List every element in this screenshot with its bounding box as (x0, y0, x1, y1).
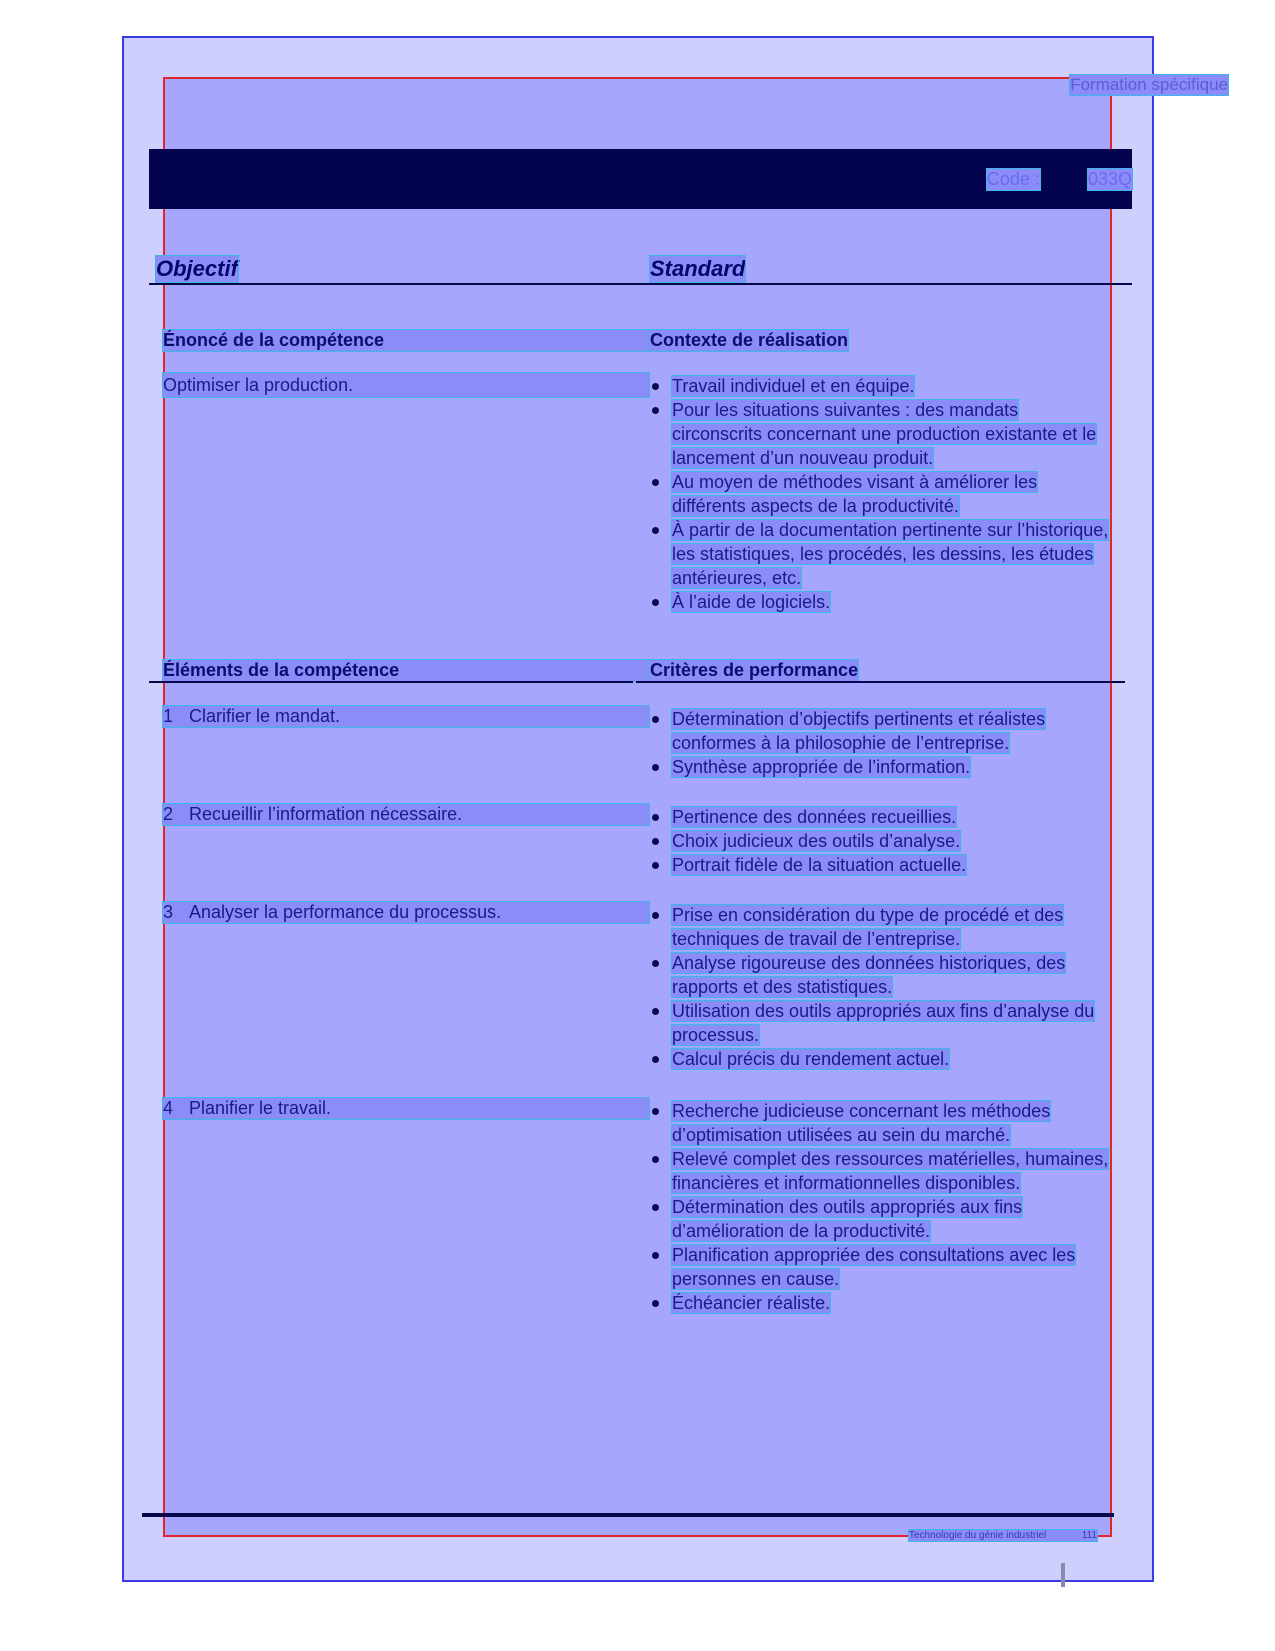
criteria-item: Détermination d’objectifs pertinents et réalistes conformes à la philosophie de l’entreprise. (650, 707, 1110, 755)
column-heading-objectif: Objectif (156, 256, 238, 281)
criteria-item: Prise en considération du type de procédé et des techniques de travail de l’entreprise. (650, 903, 1110, 951)
code-value: 033Q (1087, 169, 1132, 189)
context-item: Pour les situations suivantes : des mandats circonscrits concernant une production existante et le lancement d’un nouveau produit. (650, 398, 1110, 470)
criteria-list (650, 707, 1110, 779)
page-footer (909, 1530, 1097, 1541)
context-list (650, 374, 1110, 614)
formation-label: Formation spécifique (1070, 75, 1228, 94)
column-heading-standard: Standard (650, 256, 746, 281)
criteria-heading: Critères de performance (650, 660, 859, 680)
elements-rule-left (149, 681, 633, 683)
competence-statement: Optimiser la production. (163, 373, 649, 397)
criteria-item: Choix judicieux des outils d’analyse. (650, 829, 1110, 853)
criteria-item: Détermination des outils appropriés aux fins d’amélioration de la productivité. (650, 1195, 1110, 1243)
criteria-list (650, 1099, 1110, 1315)
footer-rule (142, 1513, 1114, 1517)
context-item: Travail individuel et en équipe. (650, 374, 1110, 398)
program-code (987, 169, 1132, 190)
element-item: 3 Analyser la performance du processus. (163, 902, 649, 923)
footer-page-number: 111 (1081, 1530, 1097, 1541)
context-item: Au moyen de méthodes visant à améliorer les différents aspects de la productivité. (650, 470, 1110, 518)
context-heading: Contexte de réalisation (650, 330, 849, 350)
criteria-list (650, 805, 1110, 877)
criteria-item: Utilisation des outils appropriés aux fins d’analyse du processus. (650, 999, 1110, 1047)
element-item: 1 Clarifier le mandat. (163, 706, 649, 727)
criteria-item: Calcul précis du rendement actuel. (650, 1047, 1110, 1071)
heading-rule (149, 283, 1132, 285)
criteria-item: Échéancier réaliste. (650, 1291, 1110, 1315)
context-item: À partir de la documentation pertinente sur l’historique, les statistiques, les procédés, les dessins, les études antérieures, etc. (650, 518, 1110, 590)
header-banner (149, 149, 1132, 209)
footer-program: Technologie du génie industriel (908, 1530, 1047, 1541)
page-edge-marker (1061, 1563, 1065, 1587)
context-item: À l’aide de logiciels. (650, 590, 1110, 614)
criteria-item: Synthèse appropriée de l’information. (650, 755, 1110, 779)
criteria-list (650, 903, 1110, 1071)
elements-heading: Éléments de la compétence (163, 660, 649, 681)
criteria-item: Recherche judicieuse concernant les méthodes d’optimisation utilisées au sein du marché. (650, 1099, 1110, 1147)
element-item: 4 Planifier le travail. (163, 1098, 649, 1119)
code-label: Code : (986, 169, 1040, 189)
criteria-item: Relevé complet des ressources matérielles, humaines, financières et informationnelles disponibles. (650, 1147, 1110, 1195)
elements-rule-right (636, 681, 1125, 683)
criteria-item: Analyse rigoureuse des données historiques, des rapports et des statistiques. (650, 951, 1110, 999)
element-item: 2 Recueillir l’information nécessaire. (163, 804, 649, 825)
criteria-item: Planification appropriée des consultations avec les personnes en cause. (650, 1243, 1110, 1291)
criteria-item: Portrait fidèle de la situation actuelle. (650, 853, 1110, 877)
criteria-item: Pertinence des données recueillies. (650, 805, 1110, 829)
competence-heading: Énoncé de la compétence (163, 330, 649, 351)
